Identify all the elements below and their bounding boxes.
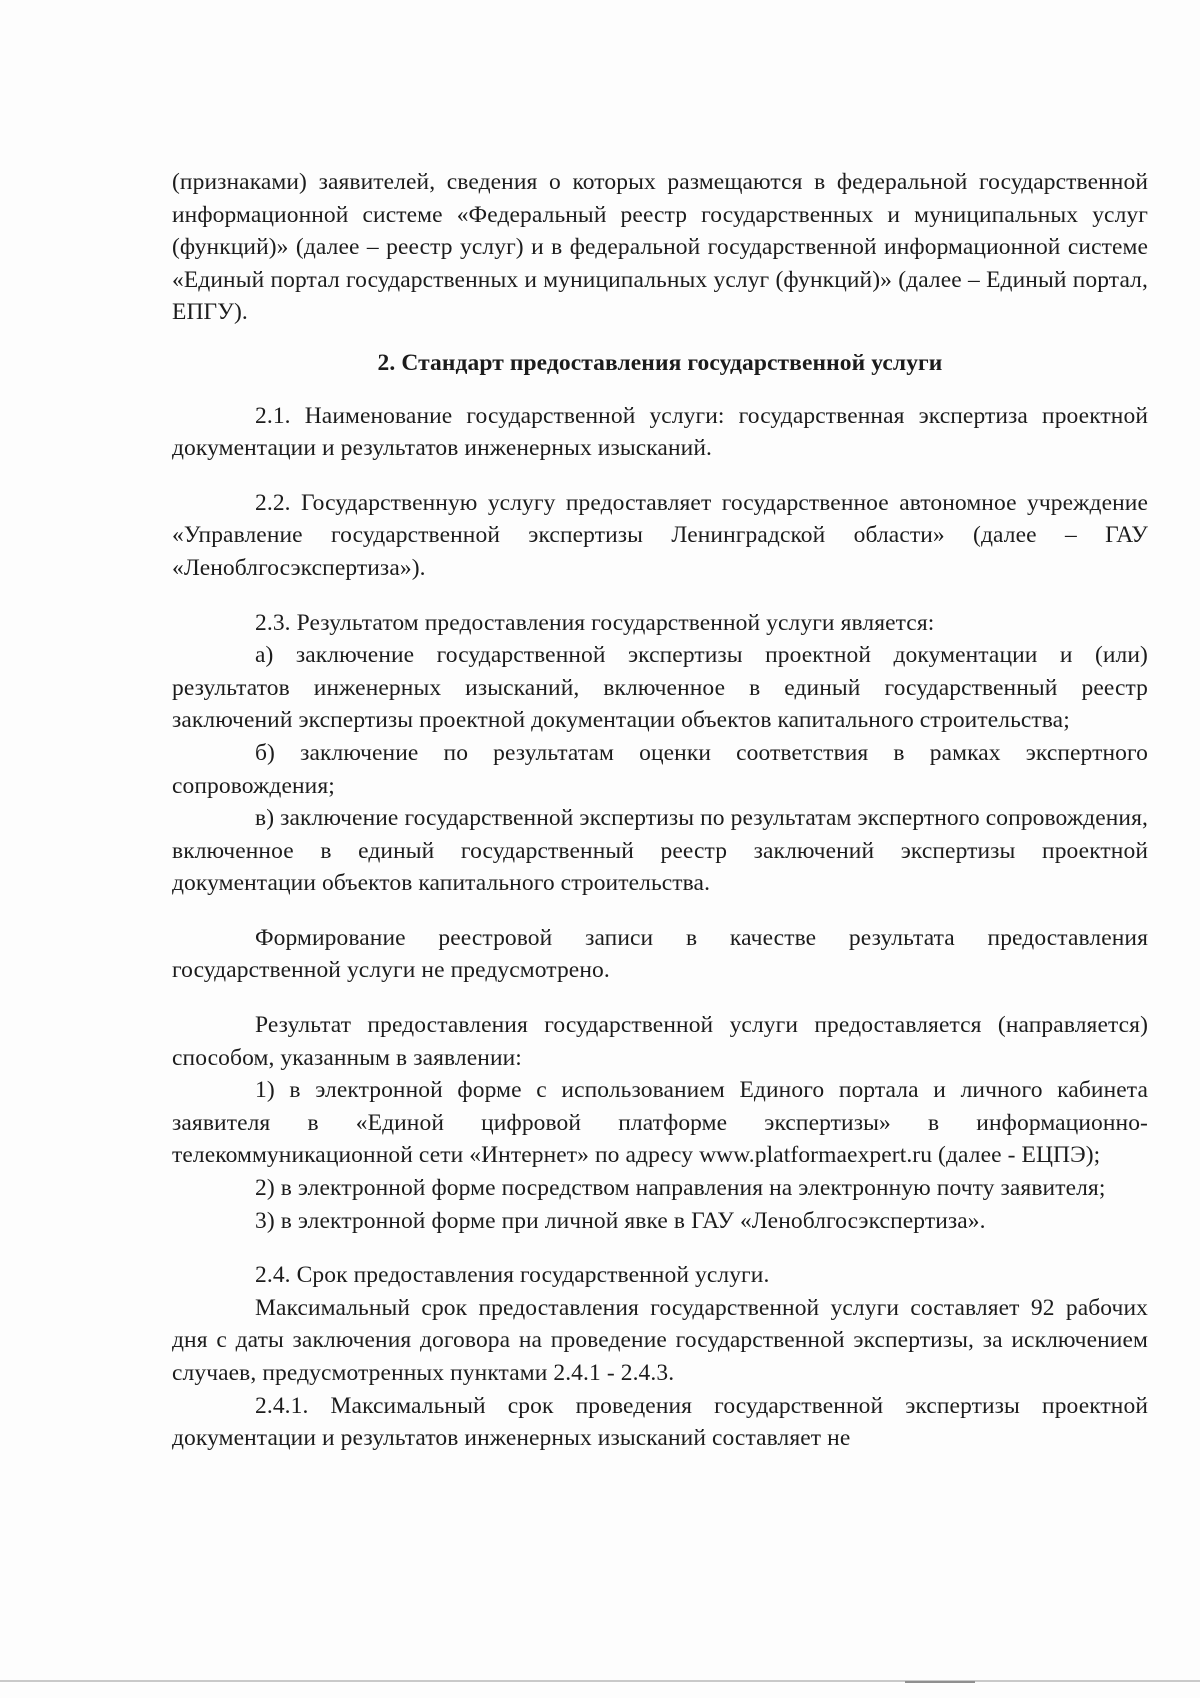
paragraph-2-3: 2.3. Результатом предоставления государственной услуги является: — [255, 609, 935, 636]
paragraph-2-4-max: Максимальный срок предоставления государственной услуги составляет 92 рабочих дня с даты заключения договора на проведение государственной экспертизы, за исключением случаев, предусмотренных пунктами 2.4.1 - 2.4.3. — [172, 1294, 1148, 1386]
scan-bottom-edge — [0, 1680, 1200, 1682]
paragraph-method-3: 3) в электронной форме при личной явке в ГАУ «Леноблгосэкспертиза». — [255, 1207, 986, 1234]
paragraph-2-2: 2.2. Государственную услугу предоставляет государственное автономное учреждение «Управление государственной экспертизы Ленинградской области» (далее – ГАУ «Леноблгосэкспертиза»). — [172, 489, 1148, 581]
paragraph-registry: Формирование реестровой записи в качестве результата предоставления государственной услуги не предусмотрено. — [172, 924, 1148, 984]
scan-speck — [905, 1681, 975, 1683]
document-body — [172, 166, 1148, 1455]
paragraph-2-4-1: 2.4.1. Максимальный срок проведения государственной экспертизы проектной документации и результатов инженерных изысканий составляет не — [172, 1392, 1148, 1452]
section-heading: 2. Стандарт предоставления государственной услуги — [377, 349, 943, 376]
paragraph-2-1: 2.1. Наименование государственной услуги: государственная экспертиза проектной документации и результатов инженерных изысканий. — [172, 402, 1148, 462]
paragraph-2-4: 2.4. Срок предоставления государственной услуги. — [255, 1262, 770, 1289]
paragraph-2-3-b: б) заключение по результатам оценки соответствия в рамках экспертного сопровождения; — [172, 739, 1148, 799]
paragraph-2-3-a: а) заключение государственной экспертизы проектной документации и (или) результатов инженерных изысканий, включенное в единый государственный реестр заключений экспертизы проектной документации объектов капитального строительства; — [172, 642, 1148, 734]
paragraph-method-2: 2) в электронной форме посредством направления на электронную почту заявителя; — [255, 1175, 1106, 1202]
paragraph-method-1: 1) в электронной форме с использованием Единого портала и личного кабинета заявителя в «Единой цифровой платформе экспертизы» в информационно-телекоммуникационной сети «Интернет» по адресу www.platformaexpert.ru (далее - ЕЦПЭ); — [172, 1077, 1148, 1169]
intro-paragraph: (признаками) заявителей, сведения о которых размещаются в федеральной государственной информационной системе «Федеральный реестр государственных и муниципальных услуг (функций)» (далее – реестр услуг) и в федеральной государственной информационной системе «Единый портал государственных и муниципальных услуг (функций)» (далее – Единый портал, ЕПГУ). — [172, 169, 1148, 326]
paragraph-result-method: Результат предоставления государственной услуги предоставляется (направляется) способом, указанным в заявлении: — [172, 1012, 1148, 1071]
paragraph-2-3-v: в) заключение государственной экспертизы по результатам экспертного сопровождения, включенное в единый государственный реестр заключений экспертизы проектной документации объектов капитального строительства. — [172, 805, 1148, 897]
